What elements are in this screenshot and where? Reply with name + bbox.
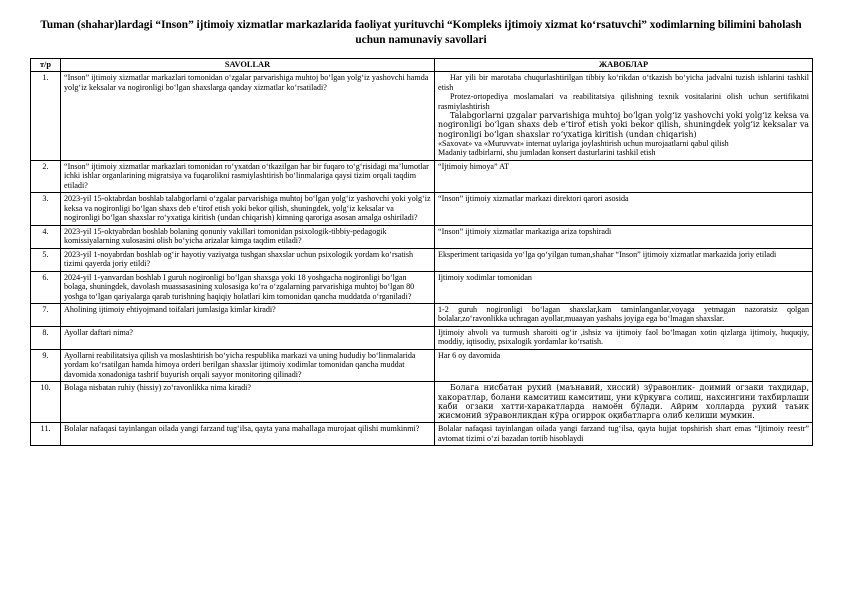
row-number: 11.	[31, 423, 61, 446]
table-header-row	[31, 58, 813, 72]
row-number: 8.	[31, 326, 61, 349]
question-cell: “Inson” ijtimoiy xizmatlar markazlari tomonidan ro‘yxatdan o‘tkazilgan har bir fuqaro to‘g‘risidagi ma’lumotlar ichki ishlar organlarining migratsiya va fuqarolikni rasmiylashtirish bo‘linmalariga qaysi tizim orqali taqdim etiladi?	[61, 160, 435, 192]
row-number: 6.	[31, 271, 61, 303]
question-cell: 2024-yil 1-yanvardan boshlab I guruh nogironligi bo‘lgan shaxsga yoki 18 yoshgacha nogironligi bo‘lgan bolaga, shuningdek, davolash muassasasining xulosasiga ko‘ra o‘zgalarning parvarishiga muhtoj bo‘lgan 80 yoshga to‘lgan qariyalarga qarab turishning haqiqiy holatlari kim tomonidan qancha muddatda o‘rganiladi?	[61, 271, 435, 303]
table-row	[31, 326, 813, 349]
row-number: 7.	[31, 303, 61, 326]
answer-paragraph: 1-2 guruh nogironligi bo‘lagan shaxslar,kam taminlanganlar,voyaga yetmagan nazoratsiz qolgan bolalar,zo‘ravonlikka uchragan ayollar,muaayan yashahs joyiga ega bo‘lmagan shaxslar.	[438, 304, 809, 324]
answer-cell	[435, 326, 813, 349]
answer-cell	[435, 248, 813, 271]
question-cell: Ayollarni reabilitatsiya qilish va moslashtirish bo‘yicha respublika markazi va uning hududiy bo‘linmalarida yordam ko‘rsatilgan hamda himoya orderi berilgan shaxslar ijtimoiy xodimlar tomonidan qancha muddat davomida xonadoniga tashrif buyurish orqali sayyor monitoring qilinadi?	[61, 349, 435, 381]
table-row	[31, 382, 813, 423]
table-row	[31, 303, 813, 326]
table-row	[31, 160, 813, 192]
table-row	[31, 225, 813, 248]
table-row	[31, 72, 813, 161]
answer-cell	[435, 225, 813, 248]
row-number: 1.	[31, 72, 61, 161]
answer-paragraph: Ijtimoiy xodimlar tomonidan	[438, 272, 532, 282]
answer-paragraph: Har 6 oy davomida	[438, 350, 501, 360]
question-cell: 2023-yil 1-noyabrdan boshlab og‘ir hayotiy vaziyatga tushgan shaxslar uchun psixologik yordam ko‘rsatish tizimi qayerda joriy etildi?	[61, 248, 435, 271]
question-cell: 2023-yil 15-oktyabrdan boshlab bolaning qonuniy vakillari tomonidan psixologik-tibbiy-pedagogik komissiyalarning xulosasini olish bo‘yicha arizalar kimga taqdim etiladi?	[61, 225, 435, 248]
question-cell: Bolalar nafaqasi tayinlangan oilada yangi farzand tug‘ilsa, qayta yana mahallaga murojaat qilishi mumkinmi?	[61, 423, 435, 446]
answer-cell	[435, 193, 813, 225]
answer-paragraph: «Saxovat» va «Muruvvat» internat uylariga joylashtirish uchun murojaatlarni qabul qilish	[438, 138, 729, 148]
row-number: 10.	[31, 382, 61, 423]
question-cell: “Inson” ijtimoiy xizmatlar markazlari tomonidan o‘zgalar parvarishiga muhtoj bo‘lgan yolg‘iz yashovchi hamda yolg‘iz keksalar va nogironligi bo‘lgan shaxslarga qanday xizmatlar ko‘rsatiladi?	[61, 72, 435, 161]
answer-cell	[435, 382, 813, 423]
answer-paragraph: Talabgorlarni џzgalar parvarishiga muhtoj bo‘lgan yolg‘iz yashovchi yoki yolg‘iz keksa va nogironligi bo‘lgan shaxs deb e’tirof etish yoki bekor qilish, shuningdek yolg‘iz keksalar va nogironligi bo‘lgan shaxslar ro‘yxatiga kiritish (undan chiqarish)	[438, 111, 809, 139]
answer-cell	[435, 271, 813, 303]
answer-paragraph: Har yili bir marotaba chuqurlashtirilgan tibbiy ko‘rikdan o‘tkazish bo‘yicha jadvalni tuzish ishlarini tashkil etish	[438, 73, 809, 92]
answer-cell	[435, 349, 813, 381]
answer-paragraph: Madaniy tadbirlarni, shu jumladan konsert dasturlarini tashkil etish	[438, 148, 656, 158]
answer-cell	[435, 72, 813, 161]
table-row	[31, 349, 813, 381]
table-row	[31, 423, 813, 446]
row-number: 2.	[31, 160, 61, 192]
answer-cell	[435, 160, 813, 192]
table-body	[31, 72, 813, 446]
answer-paragraph: “Ijtimoiy himoya” AT	[438, 161, 510, 171]
column-header-number: т/р	[31, 58, 61, 72]
table-row	[31, 271, 813, 303]
answer-paragraph: Bolalar nafaqasi tayinlangan oilada yangi farzand tug‘ilsa, qayta hujjat topshirish shart emas “Ijtimoiy reestr” avtomat tizimi o‘zi bazadan tortib hisoblaydi	[438, 424, 809, 443]
answer-cell	[435, 303, 813, 326]
table-row	[31, 193, 813, 225]
column-header-answers: ЖАВОБЛАР	[435, 58, 813, 72]
answer-paragraph: “Inson” ijtimoiy xizmatlar markazi direktori qarori asosida	[438, 194, 629, 204]
answer-paragraph: “Inson” ijtimoiy xizmatlar markaziga ariza topshiradi	[438, 226, 612, 236]
answer-cell	[435, 423, 813, 446]
row-number: 9.	[31, 349, 61, 381]
row-number: 5.	[31, 248, 61, 271]
answer-paragraph: Protez-ortopediya moslamalari va reabilitatsiya qilishning texnik vositalarini olish uchun sertifikatni rasmiylashtirish	[438, 92, 809, 111]
questions-answers-table	[30, 58, 813, 447]
page-title: Tuman (shahar)lardagi “Inson” ijtimoiy xizmatlar markazlarida faoliyat yurituvchi “Kompleks ijtimoiy xizmat ko‘rsatuvchi” xodimlarning bilimini baholash uchun namunaviy savollari	[40, 19, 802, 47]
question-cell: 2023-yil 15-oktabrdan boshlab talabgorlarni o‘zgalar parvarishiga muhtoj bo‘lgan yolg‘iz yashovchi yoki yolg‘iz keksa va nogironligi bo‘lgan shaxs deb e’tirof etish yoki bekor qilish, shuningdek, yolg‘iz keksalar va nogironligi bo‘lgan shaxslar ro‘yxatiga kiritish (undan chiqarish) kimning qaroriga asosan amalga oshiriladi?	[61, 193, 435, 225]
table-row	[31, 248, 813, 271]
answer-paragraph: Ijtimoiy ahvoli va turmush sharoiti og‘ir ,ishsiz va ijtimoiy faol bo‘lmagan xotin qizlarga ijtimoiy, huquqiy, moddiy, iqtisodiy, psixalogik yordamlar ko‘rsatish.	[438, 327, 809, 347]
column-header-questions: SAVOLLAR	[61, 58, 435, 72]
row-number: 4.	[31, 225, 61, 248]
question-cell: Ayollar daftari nima?	[61, 326, 435, 349]
question-cell: Bolaga nisbatan ruhiy (hissiy) zo‘ravonlikka nima kiradi?	[61, 382, 435, 423]
answer-paragraph: Eksperiment tariqasida yo‘lga qo‘yilgan tuman,shahar “Inson” ijtimoiy xizmatlar markazida joriy etiladi	[438, 249, 777, 259]
answer-paragraph: Болага нисбатан рухий (маънавий, хиссий) зўравонлик- доимий огзаки тахдидар, хакоратлар, болани камситиш камситиш, уни кўрқувга солиш, нахсингини тахбирлаши каби огзаки хатти-харакатларда намоён бўлади. Айрим холларда рухий таъик жисмоний зўравонликдан кўра огиррок оқибатларга олиб келиши мумкин.	[438, 383, 809, 421]
question-cell: Aholining ijtimoiy ehtiyojmand toifalari jumlasiga kimlar kiradi?	[61, 303, 435, 326]
row-number: 3.	[31, 193, 61, 225]
